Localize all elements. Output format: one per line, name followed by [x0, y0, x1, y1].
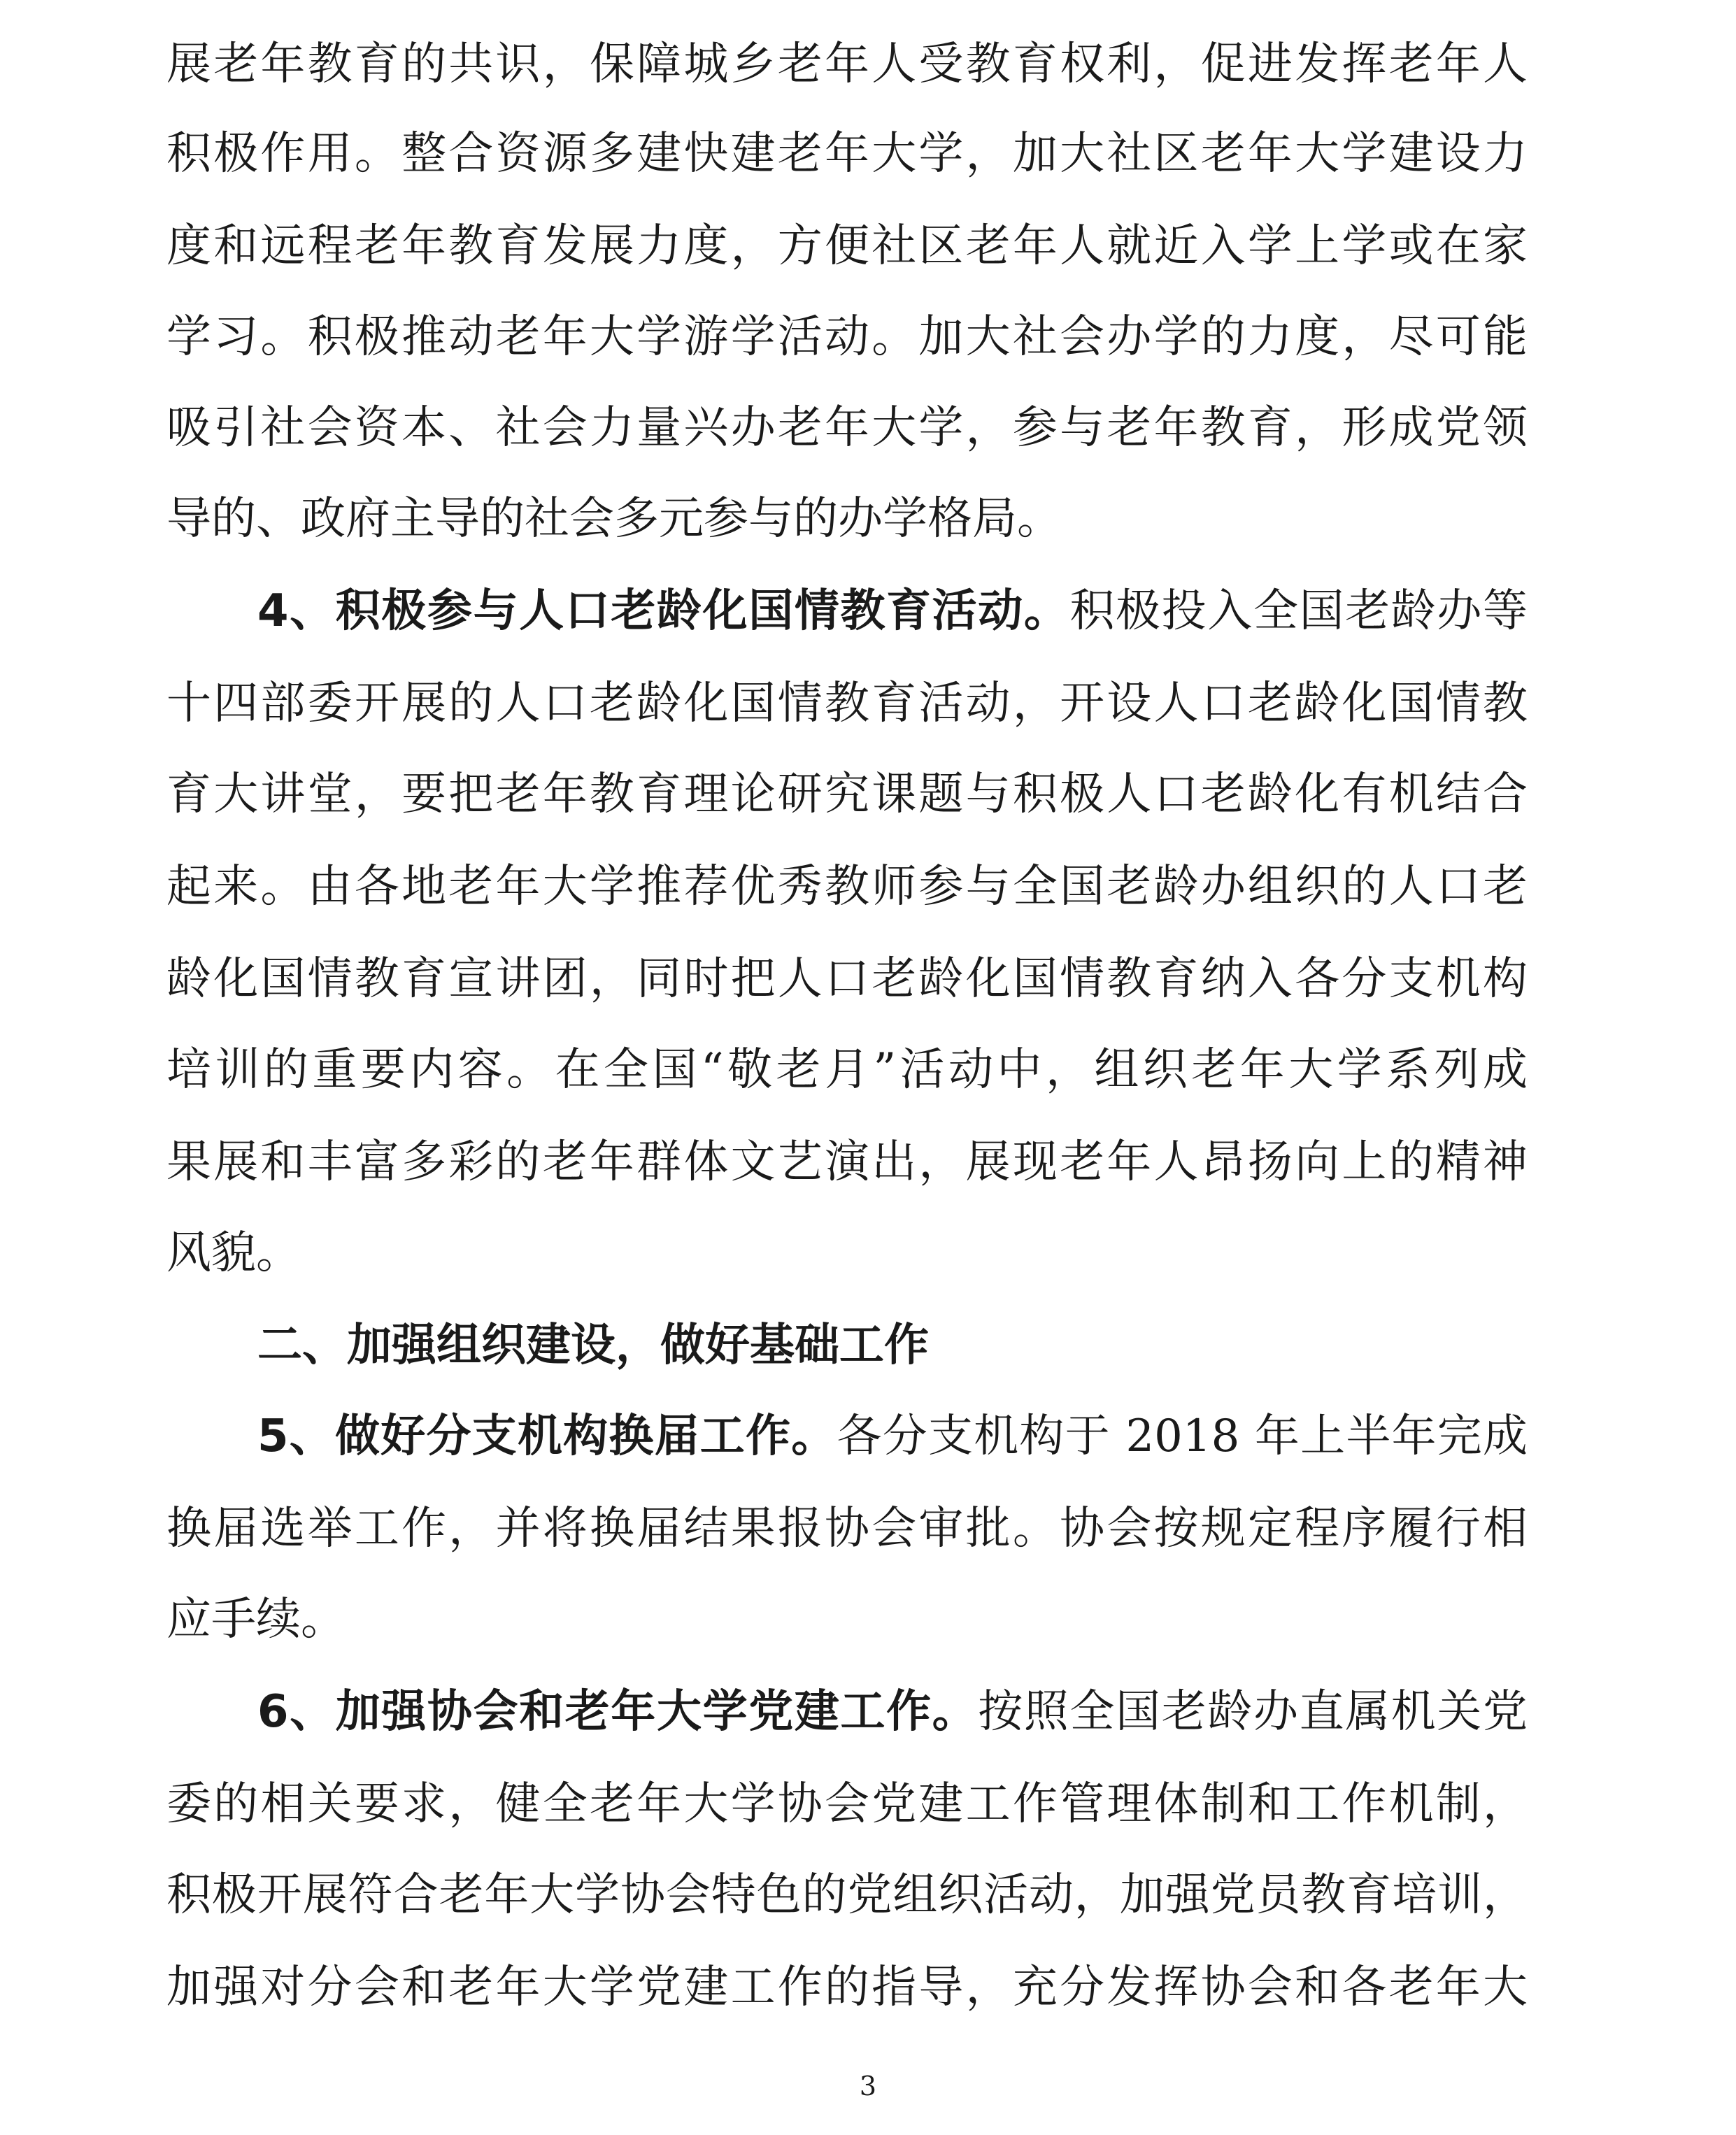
body-text-line: 展老年教育的共识，保障城乡老年人受教育权利，促进发挥老年人 [166, 38, 1528, 90]
item-4-text: 积极投入全国老龄办等 [1069, 585, 1528, 637]
item-6-first-line [257, 1680, 1528, 1743]
page-number: 3 [859, 2071, 877, 2101]
body-text-line: 起来。由各地老年大学推荐优秀教师参与全国老龄办组织的人口老 [166, 861, 1528, 913]
body-text-line: 果展和丰富多彩的老年群体文艺演出，展现老年人昂扬向上的精神 [166, 1136, 1528, 1188]
item-6-text: 按照全国老龄办直属机关党 [978, 1686, 1528, 1738]
body-text-line: 十四部委开展的人口老龄化国情教育活动，开设人口老龄化国情教 [166, 678, 1528, 729]
body-text-line: 吸引社会资本、社会力量兴办老年大学，参与老年教育，形成党领 [166, 402, 1528, 454]
item-6-heading: 6、加强协会和老年大学党建工作。 [257, 1686, 979, 1738]
body-text-line: 学习。积极推动老年大学游学活动。加大社会办学的力度，尽可能 [166, 311, 1528, 363]
body-text-line: 培训的重要内容。在全国“敬老月”活动中，组织老年大学系列成 [166, 1044, 1528, 1096]
body-text-line: 度和远程老年教育发展力度，方便社区老年人就近入学上学或在家 [166, 220, 1528, 272]
body-text-line: 龄化国情教育宣讲团，同时把人口老龄化国情教育纳入各分支机构 [166, 953, 1528, 1005]
body-text-line: 应手续。 [166, 1594, 346, 1645]
body-text-line: 委的相关要求，健全老年大学协会党建工作管理体制和工作机制， [166, 1778, 1528, 1830]
body-text-line: 换届选举工作，并将换届结果报协会审批。协会按规定程序履行相 [166, 1503, 1528, 1555]
body-text-line: 积极开展符合老年大学协会特色的党组织活动，加强党员教育培训， [166, 1869, 1528, 1921]
item-4-first-line [257, 580, 1528, 643]
item-4-heading: 4、积极参与人口老龄化国情教育活动。 [257, 585, 1070, 637]
body-text-line: 导的、政府主导的社会多元参与的办学格局。 [166, 493, 1062, 545]
body-text-line: 积极作用。整合资源多建快建老年大学，加大社区老年大学建设力 [166, 128, 1528, 180]
body-text-line: 育大讲堂，要把老年教育理论研究课题与积极人口老龄化有机结合 [166, 769, 1528, 820]
body-text-line: 加强对分会和老年大学党建工作的指导，充分发挥协会和各老年大 [166, 1962, 1528, 2013]
body-text-line: 风貌。 [166, 1227, 301, 1279]
item-5-text: 各分支机构于 2018 年上半年完成 [837, 1411, 1528, 1462]
section-heading: 二、加强组织建设，做好基础工作 [257, 1320, 929, 1371]
item-5-heading: 5、做好分支机构换届工作。 [257, 1411, 837, 1462]
item-5-first-line [257, 1405, 1528, 1468]
